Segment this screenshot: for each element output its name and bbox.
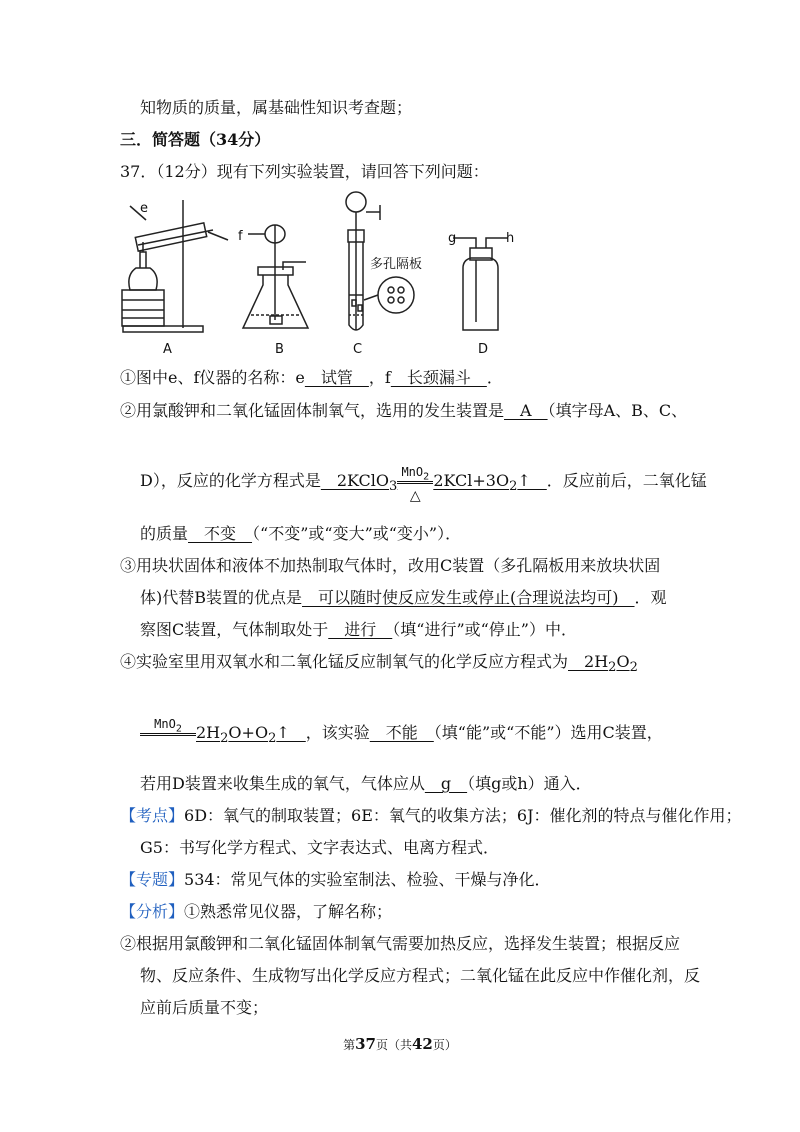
question-37: 37．（12分）现有下列实验装置，请回答下列问题： <box>120 162 489 181</box>
p10-end: （填g或h）通入． <box>467 774 592 793</box>
fenxi <box>120 901 392 923</box>
apparatus-a <box>122 200 228 332</box>
p4-text: 的质量 <box>140 524 189 543</box>
heat-symbol: △ <box>409 488 421 504</box>
fenxi-text: ①熟悉常见仪器，了解名称； <box>184 902 393 921</box>
zhuanti-tag: 【专题】 <box>120 870 185 889</box>
part-3: ③用块状固体和液体不加热制取气体时，改用C装置（多孔隔板用来放块状固 <box>120 556 661 575</box>
label-f: f <box>238 229 243 244</box>
eq2-left: 2H <box>568 652 609 671</box>
apparatus-d <box>453 238 508 330</box>
part-2 <box>120 400 687 422</box>
equation-kclo3: 2KClO$_3$ $\frac{MnO_2}{\triangle}$ $2KCl+3O_2↑$ <box>321 471 547 490</box>
caption-c: C <box>353 342 363 357</box>
footer-post: 页） <box>432 1038 457 1052</box>
part-2-mass <box>140 523 461 545</box>
fenxi-tag: 【分析】 <box>120 902 185 921</box>
p3-text: D），反应的化学方程式是 <box>140 471 321 490</box>
part-2-equation <box>140 465 707 504</box>
eq2-right: 2H <box>196 723 221 742</box>
p6-end: ．观 <box>634 588 667 607</box>
section-heading: 三．简答题（34分） <box>120 130 271 149</box>
answer-state: 进行 <box>328 620 393 639</box>
answer-mass: 不变 <box>188 524 253 543</box>
p1-text: ①图中e、f仪器的名称：e <box>120 368 305 387</box>
kaodian-cont: G5：书写化学方程式、文字表达式、电离方程式． <box>140 838 499 857</box>
p4-end: （“不变”或“变大”或“变小”）． <box>252 524 462 543</box>
equation-h2o2-left: $2H_2O_2$ <box>568 652 638 676</box>
answer-can-use: 不能 <box>369 723 434 742</box>
p2-text: ②用氯酸钾和二氧化锰固体制氧气，选用的发生装置是 <box>120 401 505 420</box>
catalyst-label: MnO <box>401 465 424 479</box>
answer-inlet: g <box>424 774 468 793</box>
eq2-left-o: O <box>616 652 630 671</box>
part-3-advantage <box>140 587 667 609</box>
caption-a: A <box>163 342 172 357</box>
p10-text: 若用D装置来收集生成的氧气，气体应从 <box>140 774 425 793</box>
caption-d: D <box>478 342 489 357</box>
p6-text: 体)代替B装置的优点是 <box>140 588 303 607</box>
caption-b: B <box>275 342 284 357</box>
fenxi-2: ②根据用氯酸钾和二氧化锰固体制氧气需要加热反应，选择发生装置；根据反应 <box>120 934 681 953</box>
label-e: e <box>140 201 148 216</box>
gas-arrow: ↑ <box>517 471 547 490</box>
eq-left: 2KClO <box>320 471 390 490</box>
p2-end: （填字母A、B、C、 <box>547 401 688 420</box>
catalyst-label-2: MnO <box>154 717 176 731</box>
fenxi-3: 物、反应条件、生成物写出化学反应方程式；二氧化锰在此反应中作催化剂，反 <box>140 966 701 985</box>
reaction-condition: $\frac{MnO_2}{\triangle}$ <box>397 479 433 484</box>
part-3-state <box>140 619 577 641</box>
p8-text: ④实验室里用双氧水和二氧化锰反应制氧气的化学反应方程式为 <box>120 652 569 671</box>
reaction-condition-2: MnO$_2$ <box>140 731 196 736</box>
kaodian-tag: 【考点】 <box>120 806 185 825</box>
answer-f: 长颈漏斗 <box>390 368 487 387</box>
apparatus-b <box>243 225 308 328</box>
label-h: h <box>506 231 515 246</box>
p1-end: ． <box>486 368 503 387</box>
p3-end: ．反应前后，二氧化锰 <box>546 471 707 490</box>
kaodian-text: 6D：氧气的制取装置；6E：氧气的收集方法；6J：催化剂的特点与催化作用； <box>184 806 742 825</box>
page-number: 37 <box>355 1035 376 1053</box>
page-footer <box>0 1035 800 1053</box>
zhuanti <box>120 869 551 891</box>
page-total: 42 <box>412 1035 433 1053</box>
footer-mid: 页（共 <box>375 1038 412 1052</box>
text-line: 知物质的质量，属基础性知识考查题； <box>140 98 413 117</box>
label-g: g <box>448 231 457 246</box>
part-4 <box>120 651 638 679</box>
answer-device: A <box>504 401 548 420</box>
p1-mid: ，f <box>368 368 391 387</box>
label-porous-plate: 多孔隔板 <box>370 257 423 272</box>
part-4-collect <box>140 773 592 795</box>
zhuanti-text: 534：常见气体的实验室制法、检验、干燥与净化． <box>184 870 551 889</box>
answer-advantage: 可以随时使反应发生或停止(合理说法均可) <box>302 588 635 607</box>
eq2-right-o: O+O <box>228 723 269 742</box>
eq-right: 2KCl+3O <box>433 471 510 490</box>
apparatus-figure <box>118 190 518 360</box>
p9-end: （填“能”或“不能”）选用C装置， <box>433 723 663 742</box>
p9-mid: ，该实验 <box>305 723 370 742</box>
p7-end: （填“进行”或“停止”）中． <box>392 620 577 639</box>
footer-pre: 第 <box>343 1038 356 1052</box>
gas-arrow-2: ↑ <box>276 723 306 742</box>
part-4-equation <box>140 717 663 750</box>
kaodian <box>120 805 741 827</box>
p7-text: 察图C装置，气体制取处于 <box>140 620 329 639</box>
fenxi-4: 应前后质量不变； <box>140 998 269 1017</box>
part-1 <box>120 367 503 389</box>
answer-e: 试管 <box>304 368 369 387</box>
equation-h2o2-right: $2H_2O+O_2↑$ <box>196 723 306 747</box>
